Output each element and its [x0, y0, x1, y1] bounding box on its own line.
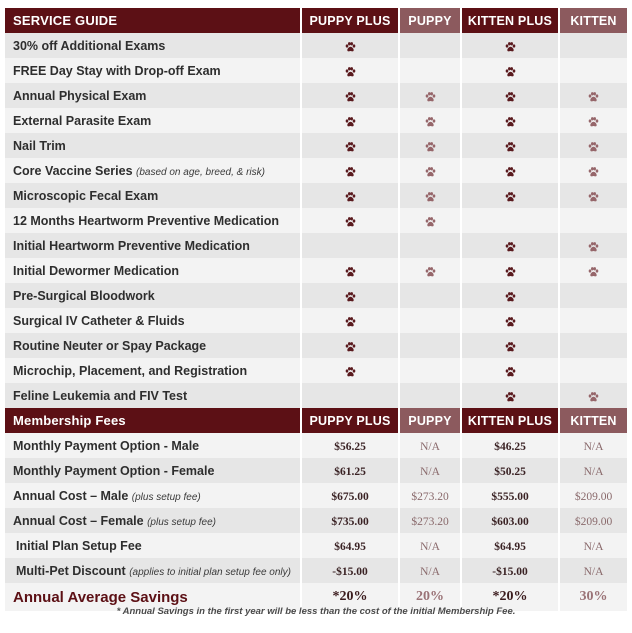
row-label-text: Surgical IV Catheter & Fluids	[13, 313, 185, 328]
fee-cell-puppy-plus	[301, 433, 399, 458]
paw-icon	[345, 266, 356, 276]
services-body	[5, 33, 627, 408]
service-row	[5, 133, 627, 158]
fee-value: N/A	[420, 465, 440, 478]
fees-column-header-puppy-plus: PUPPY PLUS	[301, 408, 399, 433]
pricing-table	[5, 8, 627, 611]
paw-icon	[425, 266, 436, 276]
paw-icon	[505, 241, 516, 251]
fee-value: $603.00	[491, 515, 529, 528]
service-cell-puppy	[399, 33, 461, 58]
row-label	[5, 233, 301, 258]
fee-cell-puppy-plus	[301, 458, 399, 483]
paw-icon	[345, 116, 356, 126]
service-cell-puppy-plus	[301, 383, 399, 408]
service-cell-puppy	[399, 233, 461, 258]
service-cell-kitten-plus	[461, 308, 559, 333]
fee-cell-kitten	[559, 558, 627, 583]
service-row	[5, 58, 627, 83]
fees-column-header-kitten-plus: KITTEN PLUS	[461, 408, 559, 433]
paw-icon	[345, 166, 356, 176]
row-label-text: Initial Plan Setup Fee	[16, 538, 142, 553]
fee-row	[5, 533, 627, 558]
paw-icon	[505, 66, 516, 76]
service-cell-kitten-plus	[461, 333, 559, 358]
row-label	[5, 83, 301, 108]
fee-value: $555.00	[491, 490, 529, 503]
paw-icon	[505, 191, 516, 201]
service-cell-kitten	[559, 208, 627, 233]
service-cell-kitten-plus	[461, 233, 559, 258]
row-label	[5, 283, 301, 308]
paw-icon	[505, 266, 516, 276]
row-label-text: Monthly Payment Option - Male	[13, 438, 200, 453]
service-cell-kitten-plus	[461, 58, 559, 83]
paw-icon	[505, 316, 516, 326]
paw-icon	[345, 366, 356, 376]
row-label	[5, 458, 301, 483]
fee-cell-kitten	[559, 533, 627, 558]
fee-value: N/A	[420, 565, 440, 578]
fee-value: N/A	[583, 440, 604, 453]
service-cell-kitten	[559, 33, 627, 58]
row-label-text: Nail Trim	[13, 138, 66, 153]
fee-value: $50.25	[494, 465, 526, 478]
fee-cell-kitten-plus	[461, 483, 559, 508]
row-label-text: Microscopic Fecal Exam	[13, 188, 159, 203]
row-label	[5, 208, 301, 233]
savings-value: 20%	[416, 589, 444, 604]
fee-value: -$15.00	[492, 565, 528, 578]
service-guide-title: SERVICE GUIDE	[5, 8, 301, 33]
row-label-text: Annual Cost – Male	[13, 488, 129, 503]
paw-icon	[505, 341, 516, 351]
row-label-text: Core Vaccine Series	[13, 163, 133, 178]
fee-cell-puppy-plus	[301, 508, 399, 533]
fee-cell-kitten-plus	[461, 558, 559, 583]
row-label	[5, 433, 301, 458]
fee-cell-kitten	[559, 458, 627, 483]
row-label-note: (plus setup fee)	[131, 491, 201, 503]
row-label-text: Initial Dewormer Medication	[13, 263, 180, 278]
fee-value: N/A	[420, 540, 440, 553]
paw-icon	[588, 241, 599, 251]
service-cell-kitten-plus	[461, 383, 559, 408]
service-cell-kitten	[559, 133, 627, 158]
membership-fees-header-row	[5, 408, 627, 433]
row-label-text: Routine Neuter or Spay Package	[13, 338, 207, 353]
service-cell-kitten	[559, 233, 627, 258]
fee-cell-kitten-plus	[461, 433, 559, 458]
service-cell-kitten-plus	[461, 83, 559, 108]
savings-label: Annual Average Savings	[5, 583, 301, 611]
fee-cell-puppy-plus	[301, 483, 399, 508]
service-cell-puppy-plus	[301, 258, 399, 283]
paw-icon	[345, 291, 356, 301]
fee-value: N/A	[583, 465, 604, 478]
service-cell-kitten-plus	[461, 158, 559, 183]
service-cell-puppy	[399, 183, 461, 208]
paw-icon	[505, 116, 516, 126]
service-cell-puppy-plus	[301, 283, 399, 308]
row-label	[5, 358, 301, 383]
service-cell-puppy-plus	[301, 233, 399, 258]
paw-icon	[345, 41, 356, 51]
fees-body	[5, 433, 627, 583]
row-label	[5, 483, 301, 508]
row-label-note: (applies to initial plan setup fee only)	[129, 566, 291, 578]
service-cell-kitten	[559, 358, 627, 383]
row-label-text: 30% off Additional Exams	[13, 38, 166, 53]
fee-value: $64.95	[494, 540, 526, 553]
row-label	[5, 508, 301, 533]
fee-cell-kitten	[559, 483, 627, 508]
service-cell-puppy	[399, 133, 461, 158]
service-cell-kitten	[559, 308, 627, 333]
fee-value: $64.95	[334, 540, 366, 553]
fee-value: -$15.00	[332, 565, 368, 578]
fees-column-header-kitten: KITTEN	[559, 408, 627, 433]
service-cell-kitten-plus	[461, 208, 559, 233]
fee-row	[5, 483, 627, 508]
membership-fees-title: Membership Fees	[5, 408, 301, 433]
paw-icon	[345, 66, 356, 76]
row-label-text: FREE Day Stay with Drop-off Exam	[13, 63, 221, 78]
row-label	[5, 183, 301, 208]
fee-cell-puppy	[399, 483, 461, 508]
service-cell-puppy-plus	[301, 183, 399, 208]
service-cell-puppy	[399, 283, 461, 308]
paw-icon	[588, 391, 599, 401]
row-label	[5, 108, 301, 133]
fee-value: N/A	[583, 540, 604, 553]
service-cell-kitten	[559, 183, 627, 208]
row-label-text: Microchip, Placement, and Registration	[13, 363, 248, 378]
fee-cell-kitten	[559, 508, 627, 533]
row-label	[5, 33, 301, 58]
service-cell-puppy	[399, 333, 461, 358]
paw-icon	[505, 391, 516, 401]
savings-value: *20%	[492, 589, 528, 604]
row-label-text: Multi-Pet Discount	[16, 563, 126, 578]
paw-icon	[425, 166, 436, 176]
service-cell-puppy-plus	[301, 208, 399, 233]
service-cell-kitten-plus	[461, 33, 559, 58]
row-label	[5, 258, 301, 283]
fee-row	[5, 558, 627, 583]
paw-icon	[505, 141, 516, 151]
service-cell-puppy-plus	[301, 308, 399, 333]
row-label	[5, 58, 301, 83]
paw-icon	[505, 91, 516, 101]
row-label	[5, 383, 301, 408]
savings-value: 30%	[579, 589, 608, 604]
paw-icon	[588, 116, 599, 126]
row-label-text: Feline Leukemia and FIV Test	[13, 388, 188, 403]
fee-value: $273.20	[411, 515, 449, 528]
paw-icon	[425, 191, 436, 201]
service-cell-kitten	[559, 258, 627, 283]
row-label	[5, 533, 301, 558]
service-cell-puppy	[399, 158, 461, 183]
fee-value: $675.00	[331, 490, 369, 503]
service-row	[5, 33, 627, 58]
service-cell-kitten-plus	[461, 258, 559, 283]
service-cell-puppy	[399, 358, 461, 383]
service-cell-puppy-plus	[301, 108, 399, 133]
service-cell-kitten	[559, 333, 627, 358]
service-cell-puppy	[399, 308, 461, 333]
service-cell-puppy	[399, 383, 461, 408]
service-cell-puppy-plus	[301, 83, 399, 108]
paw-icon	[425, 141, 436, 151]
service-cell-puppy-plus	[301, 333, 399, 358]
service-row	[5, 83, 627, 108]
fee-row	[5, 458, 627, 483]
service-cell-puppy	[399, 83, 461, 108]
service-row	[5, 308, 627, 333]
paw-icon	[505, 366, 516, 376]
fee-value: $209.00	[574, 515, 613, 528]
row-label-text: External Parasite Exam	[13, 113, 152, 128]
footnote: * Annual Savings in the first year will be less than the cost of the initial Membership Fee.	[116, 606, 516, 617]
service-cell-puppy	[399, 108, 461, 133]
fee-value: $61.25	[334, 465, 366, 478]
service-row	[5, 283, 627, 308]
service-cell-kitten	[559, 83, 627, 108]
service-row	[5, 383, 627, 408]
service-cell-kitten-plus	[461, 183, 559, 208]
fee-cell-puppy	[399, 508, 461, 533]
row-label	[5, 333, 301, 358]
fee-cell-kitten-plus	[461, 508, 559, 533]
service-cell-kitten	[559, 108, 627, 133]
service-cell-puppy	[399, 58, 461, 83]
fee-value: $56.25	[334, 440, 366, 453]
fee-row	[5, 433, 627, 458]
service-cell-kitten	[559, 58, 627, 83]
fee-value: $735.00	[331, 515, 369, 528]
service-row	[5, 158, 627, 183]
fee-cell-kitten-plus	[461, 533, 559, 558]
service-cell-puppy-plus	[301, 358, 399, 383]
service-row	[5, 208, 627, 233]
service-cell-puppy-plus	[301, 133, 399, 158]
paw-icon	[505, 166, 516, 176]
row-label-text: Annual Cost – Female	[13, 513, 144, 528]
paw-icon	[588, 141, 599, 151]
paw-icon	[505, 41, 516, 51]
paw-icon	[425, 91, 436, 101]
fees-column-header-puppy: PUPPY	[399, 408, 461, 433]
service-cell-puppy-plus	[301, 33, 399, 58]
paw-icon	[425, 216, 436, 226]
paw-icon	[345, 141, 356, 151]
fee-value: $273.20	[411, 490, 449, 503]
row-label	[5, 308, 301, 333]
row-label-text: Pre-Surgical Bloodwork	[13, 288, 155, 303]
column-header-puppy-plus: PUPPY PLUS	[301, 8, 399, 33]
service-guide-sheet	[5, 8, 627, 611]
service-cell-puppy	[399, 208, 461, 233]
service-cell-puppy-plus	[301, 158, 399, 183]
paw-icon	[345, 341, 356, 351]
paw-icon	[588, 266, 599, 276]
column-header-puppy: PUPPY	[399, 8, 461, 33]
service-cell-kitten	[559, 383, 627, 408]
service-row	[5, 333, 627, 358]
paw-icon	[345, 91, 356, 101]
row-label-text: 12 Months Heartworm Preventive Medication	[13, 213, 280, 228]
fee-value: N/A	[583, 565, 604, 578]
service-cell-kitten-plus	[461, 358, 559, 383]
service-row	[5, 358, 627, 383]
fee-row	[5, 508, 627, 533]
row-label	[5, 158, 301, 183]
service-row	[5, 183, 627, 208]
paw-icon	[505, 291, 516, 301]
service-row	[5, 233, 627, 258]
savings-value: *20%	[332, 589, 368, 604]
paw-icon	[425, 116, 436, 126]
row-label-text: Initial Heartworm Preventive Medication	[13, 238, 250, 253]
row-label-text: Monthly Payment Option - Female	[13, 463, 215, 478]
fee-cell-puppy	[399, 558, 461, 583]
paw-icon	[345, 191, 356, 201]
service-cell-kitten-plus	[461, 283, 559, 308]
service-cell-puppy-plus	[301, 58, 399, 83]
service-row	[5, 258, 627, 283]
service-cell-kitten	[559, 158, 627, 183]
fee-value: $46.25	[494, 440, 526, 453]
paw-icon	[588, 191, 599, 201]
fee-cell-puppy-plus	[301, 533, 399, 558]
column-header-kitten: KITTEN	[559, 8, 627, 33]
fee-cell-puppy	[399, 458, 461, 483]
service-cell-kitten-plus	[461, 133, 559, 158]
row-label-text: Annual Physical Exam	[13, 88, 147, 103]
service-cell-kitten-plus	[461, 108, 559, 133]
paw-icon	[588, 91, 599, 101]
service-row	[5, 108, 627, 133]
fee-cell-puppy	[399, 533, 461, 558]
fee-cell-puppy	[399, 433, 461, 458]
row-label-note: (plus setup fee)	[147, 516, 217, 528]
row-label-note: (based on age, breed, & risk)	[136, 166, 265, 178]
fee-cell-kitten	[559, 433, 627, 458]
fee-value: N/A	[420, 440, 440, 453]
paw-icon	[345, 316, 356, 326]
fee-value: $209.00	[574, 490, 613, 503]
row-label	[5, 133, 301, 158]
column-header-kitten-plus: KITTEN PLUS	[461, 8, 559, 33]
service-guide-header-row	[5, 8, 627, 33]
row-label	[5, 558, 301, 583]
service-cell-puppy	[399, 258, 461, 283]
paw-icon	[588, 166, 599, 176]
fee-cell-puppy-plus	[301, 558, 399, 583]
paw-icon	[345, 216, 356, 226]
fee-cell-kitten-plus	[461, 458, 559, 483]
service-cell-kitten	[559, 283, 627, 308]
